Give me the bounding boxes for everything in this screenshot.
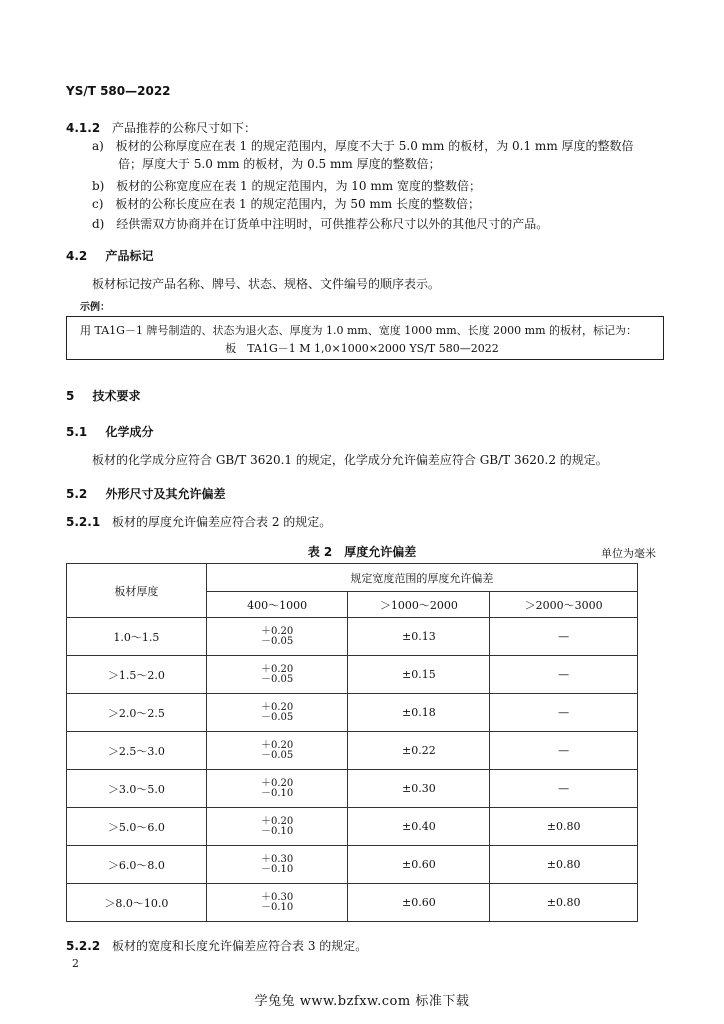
cell-tolerance-1000-2000: ±0.40	[348, 808, 490, 846]
section-title: 外形尺寸及其允许偏差	[105, 487, 226, 501]
section-5-2-heading	[66, 486, 225, 502]
list-item-a	[92, 138, 634, 154]
example-line-2: 板 TA1G－1 M 1,0×1000×2000 YS/T 580—2022	[225, 342, 499, 355]
tol-minus: －0.05	[260, 673, 294, 685]
cell-tolerance-1000-2000: ±0.13	[348, 618, 490, 656]
cell-tolerance-1000-2000: ±0.60	[348, 884, 490, 922]
header-width-group: 规定宽度范围的厚度允许偏差	[206, 564, 637, 592]
table-row	[67, 770, 638, 808]
cell-thickness: ＞2.5～3.0	[67, 732, 207, 770]
section-number: 5.2.1	[66, 515, 101, 529]
section-body: 板材的宽度和长度允许偏差应符合表 3 的规定。	[112, 939, 368, 953]
section-5-2-1	[66, 514, 331, 530]
cell-tolerance-400-1000	[206, 694, 348, 732]
cell-tolerance-400-1000	[206, 618, 348, 656]
section-5-2-2	[66, 938, 367, 954]
table-row	[67, 846, 638, 884]
tol-minus: －0.10	[260, 787, 294, 799]
section-number: 4.2	[66, 249, 88, 263]
cell-thickness: ＞5.0～6.0	[67, 808, 207, 846]
tol-plus: ＋0.30	[260, 853, 294, 865]
list-marker: c)	[92, 197, 104, 211]
table-header-row	[67, 564, 638, 592]
tol-plus: ＋0.20	[260, 739, 294, 751]
cell-tolerance-1000-2000: ±0.60	[348, 846, 490, 884]
cell-tolerance-400-1000	[206, 846, 348, 884]
tol-plus: ＋0.20	[260, 701, 294, 713]
list-text: 板材的公称宽度应在表 1 的规定范围内，为 10 mm 宽度的整数倍；	[116, 179, 481, 193]
cell-thickness: ＞1.5～2.0	[67, 656, 207, 694]
list-marker: a)	[92, 139, 104, 153]
cell-tolerance-1000-2000: ±0.18	[348, 694, 490, 732]
section-4-2-body: 板材标记按产品名称、牌号、状态、规格、文件编号的顺序表示。	[92, 277, 441, 291]
tol-minus: －0.10	[260, 863, 294, 875]
tol-plus: ＋0.20	[260, 777, 294, 789]
cell-tolerance-1000-2000: ±0.22	[348, 732, 490, 770]
page-number: 2	[72, 957, 79, 970]
table-row	[67, 694, 638, 732]
list-item-d	[92, 216, 548, 232]
cell-tolerance-2000-3000: ±0.80	[490, 884, 638, 922]
table-row	[67, 618, 638, 656]
section-5-heading	[66, 388, 141, 404]
header-width-col: 400～1000	[206, 592, 348, 618]
list-item-a-continuation: 倍；厚度大于 5.0 mm 的板材，为 0.5 mm 厚度的整数倍；	[118, 157, 441, 171]
cell-tolerance-2000-3000: —	[490, 770, 638, 808]
footer-watermark: 学兔兔 www.bzfxw.com 标准下载	[254, 994, 470, 1009]
cell-tolerance-2000-3000: —	[490, 694, 638, 732]
section-number: 4.1.2	[66, 121, 101, 135]
table-row	[67, 884, 638, 922]
cell-tolerance-2000-3000: —	[490, 656, 638, 694]
section-4-1-2-heading	[66, 120, 256, 136]
list-text: 经供需双方协商并在订货单中注明时，可供推荐公称尺寸以外的其他尺寸的产品。	[116, 217, 549, 231]
section-number: 5	[66, 389, 75, 403]
tol-plus: ＋0.30	[260, 891, 294, 903]
header-thickness: 板材厚度	[67, 564, 207, 618]
section-number: 5.2.2	[66, 939, 101, 953]
section-title: 技术要求	[92, 389, 141, 403]
list-item-c	[92, 196, 480, 212]
section-5-1-heading	[66, 424, 153, 440]
cell-tolerance-400-1000	[206, 656, 348, 694]
table-2-title: 表 2 厚度允许偏差	[307, 545, 417, 559]
section-title: 产品推荐的公称尺寸如下：	[112, 121, 257, 135]
cell-tolerance-2000-3000: ±0.80	[490, 846, 638, 884]
cell-tolerance-2000-3000: —	[490, 732, 638, 770]
header-width-col: ＞2000～3000	[490, 592, 638, 618]
tol-plus: ＋0.20	[260, 815, 294, 827]
section-number: 5.1	[66, 425, 88, 439]
cell-tolerance-400-1000	[206, 808, 348, 846]
tol-plus: ＋0.20	[260, 663, 294, 675]
cell-tolerance-2000-3000: —	[490, 618, 638, 656]
document-code-header: YS/T 580—2022	[66, 84, 171, 98]
example-line-1: 用 TA1G－1 牌号制造的、状态为退火态、厚度为 1.0 mm、宽度 1000 mm、长度 2000 mm 的板材，标记为：	[80, 324, 637, 337]
cell-tolerance-2000-3000: ±0.80	[490, 808, 638, 846]
cell-thickness: ＞3.0～5.0	[67, 770, 207, 808]
tol-minus: －0.10	[260, 901, 294, 913]
section-4-2-heading	[66, 248, 153, 264]
cell-thickness: ＞6.0～8.0	[67, 846, 207, 884]
list-item-b	[92, 178, 481, 194]
example-label: 示例：	[80, 302, 110, 313]
cell-tolerance-1000-2000: ±0.15	[348, 656, 490, 694]
section-title: 化学成分	[105, 425, 154, 439]
table-row	[67, 732, 638, 770]
tol-plus: ＋0.20	[260, 625, 294, 637]
cell-thickness: ＞2.0～2.5	[67, 694, 207, 732]
section-5-1-body: 板材的化学成分应符合 GB/T 3620.1 的规定，化学成分允许偏差应符合 GB/T 3620.2 的规定。	[92, 453, 608, 467]
table-row	[67, 656, 638, 694]
tol-minus: －0.05	[260, 711, 294, 723]
table-unit-note: 单位为毫米	[601, 547, 656, 560]
list-marker: b)	[92, 179, 105, 193]
tol-minus: －0.10	[260, 825, 294, 837]
thickness-tolerance-table	[66, 563, 638, 922]
tol-minus: －0.05	[260, 749, 294, 761]
section-title: 产品标记	[105, 249, 154, 263]
cell-tolerance-400-1000	[206, 884, 348, 922]
section-body: 板材的厚度允许偏差应符合表 2 的规定。	[112, 515, 332, 529]
list-marker: d)	[92, 217, 105, 231]
table-row	[67, 808, 638, 846]
cell-tolerance-1000-2000: ±0.30	[348, 770, 490, 808]
cell-tolerance-400-1000	[206, 732, 348, 770]
tol-minus: －0.05	[260, 635, 294, 647]
cell-tolerance-400-1000	[206, 770, 348, 808]
list-text: 板材的公称长度应在表 1 的规定范围内，为 50 mm 长度的整数倍；	[115, 197, 480, 211]
cell-thickness: ＞8.0～10.0	[67, 884, 207, 922]
cell-thickness: 1.0～1.5	[67, 618, 207, 656]
section-number: 5.2	[66, 487, 88, 501]
list-text: 板材的公称厚度应在表 1 的规定范围内，厚度不大于 5.0 mm 的板材，为 0.1 mm 厚度的整数倍	[115, 139, 634, 153]
header-width-col: ＞1000～2000	[348, 592, 490, 618]
